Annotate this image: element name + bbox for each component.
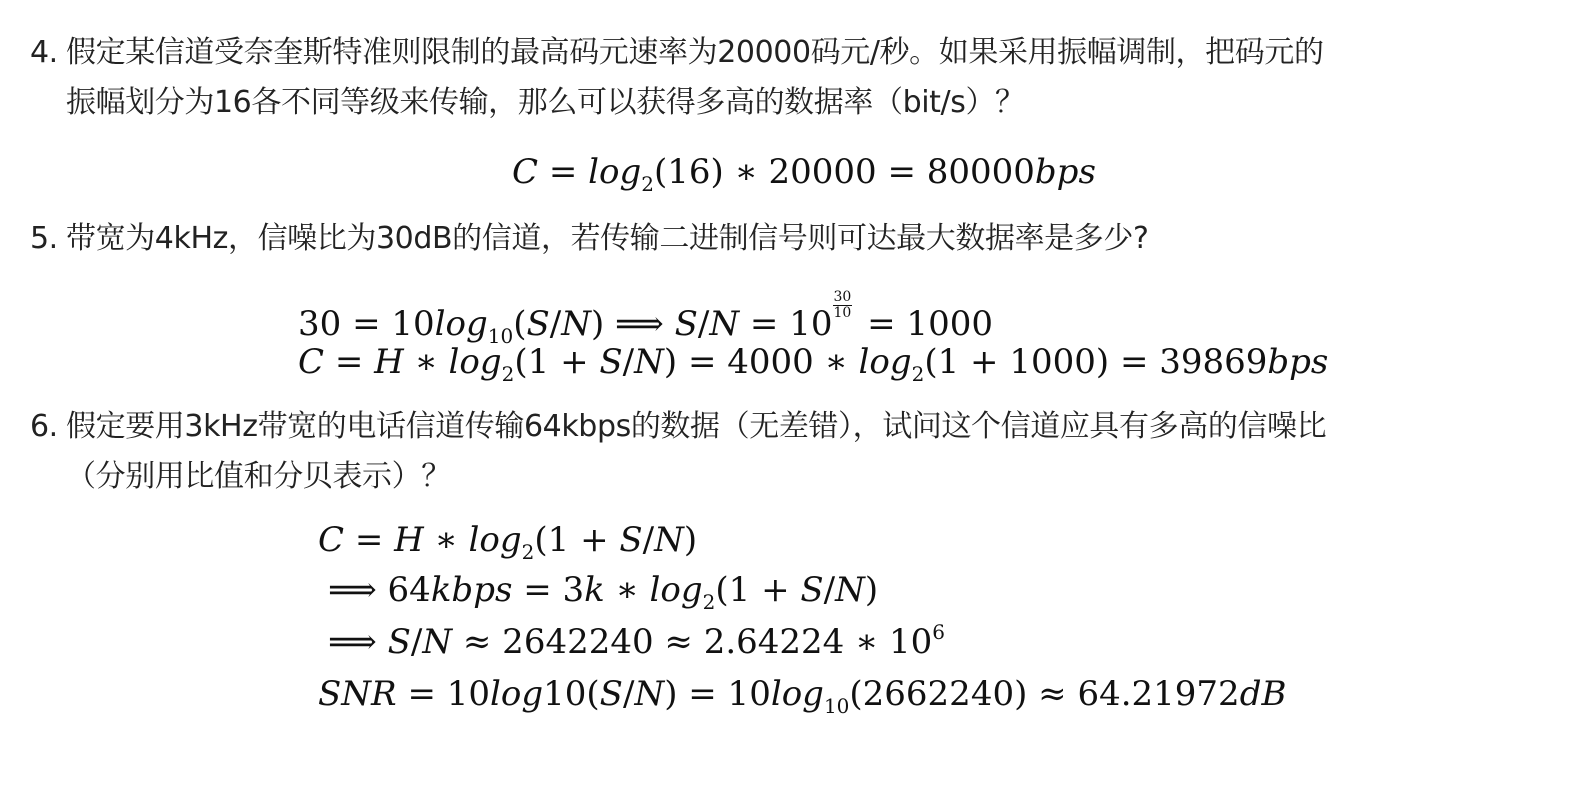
question-text-line1: 假定要用3kHz带宽的电话信道传输64kbps的数据（无差错），试问这个信道应具有多高的信噪比 — [66, 409, 1327, 444]
formula-q5-2: C = H ∗ $\log_2(1 + S/N) = 4000$ ∗ $\log_2(1 + 1000) = 39869bps$ — [298, 342, 1329, 386]
formula-q4-1: $C = \log_2(16)$ ∗ 20000 = 80000bps — [512, 152, 1096, 196]
question-text-line1: 假定某信道受奈奎斯特准则限制的最高码元速率为20000码元/秒。如果采用振幅调制，把码元的 — [66, 35, 1324, 70]
question-text-line2: （分别用比值和分贝表示）？ — [66, 459, 451, 494]
question-number: 5. — [30, 221, 58, 256]
formula-q5-1: $30 = 10\log_{10}(S/N)$ ⟹ S/N = 10 $\frac{30}{10}$ = 1000 — [298, 289, 993, 348]
formula-q6-2: ⟹ 64kbps = 3k ∗ $\log_2(1 + S/N)$ — [328, 570, 879, 614]
formula-q6-4: SNR = $10\log 10(S/N) = 10\log_{10}(2662240) \approx 64.21972dB$ — [318, 674, 1287, 718]
formula-q6-1: C = H ∗ $\log_2(1 + S/N)$ — [318, 520, 698, 564]
question-number: 4. — [30, 35, 58, 70]
question-text-line1: 带宽为4kHz，信噪比为30dB的信道，若传输二进制信号则可达最大数据率是多少? — [66, 221, 1149, 256]
question-number: 6. — [30, 409, 58, 444]
question-text-line2: 振幅划分为16各不同等级来传输，那么可以获得多高的数据率（bit/s）？ — [66, 85, 1025, 120]
formula-q6-3: ⟹ S/N ≈ 2642240 ≈ 2.64224 ∗ $10^6$ — [328, 620, 946, 662]
